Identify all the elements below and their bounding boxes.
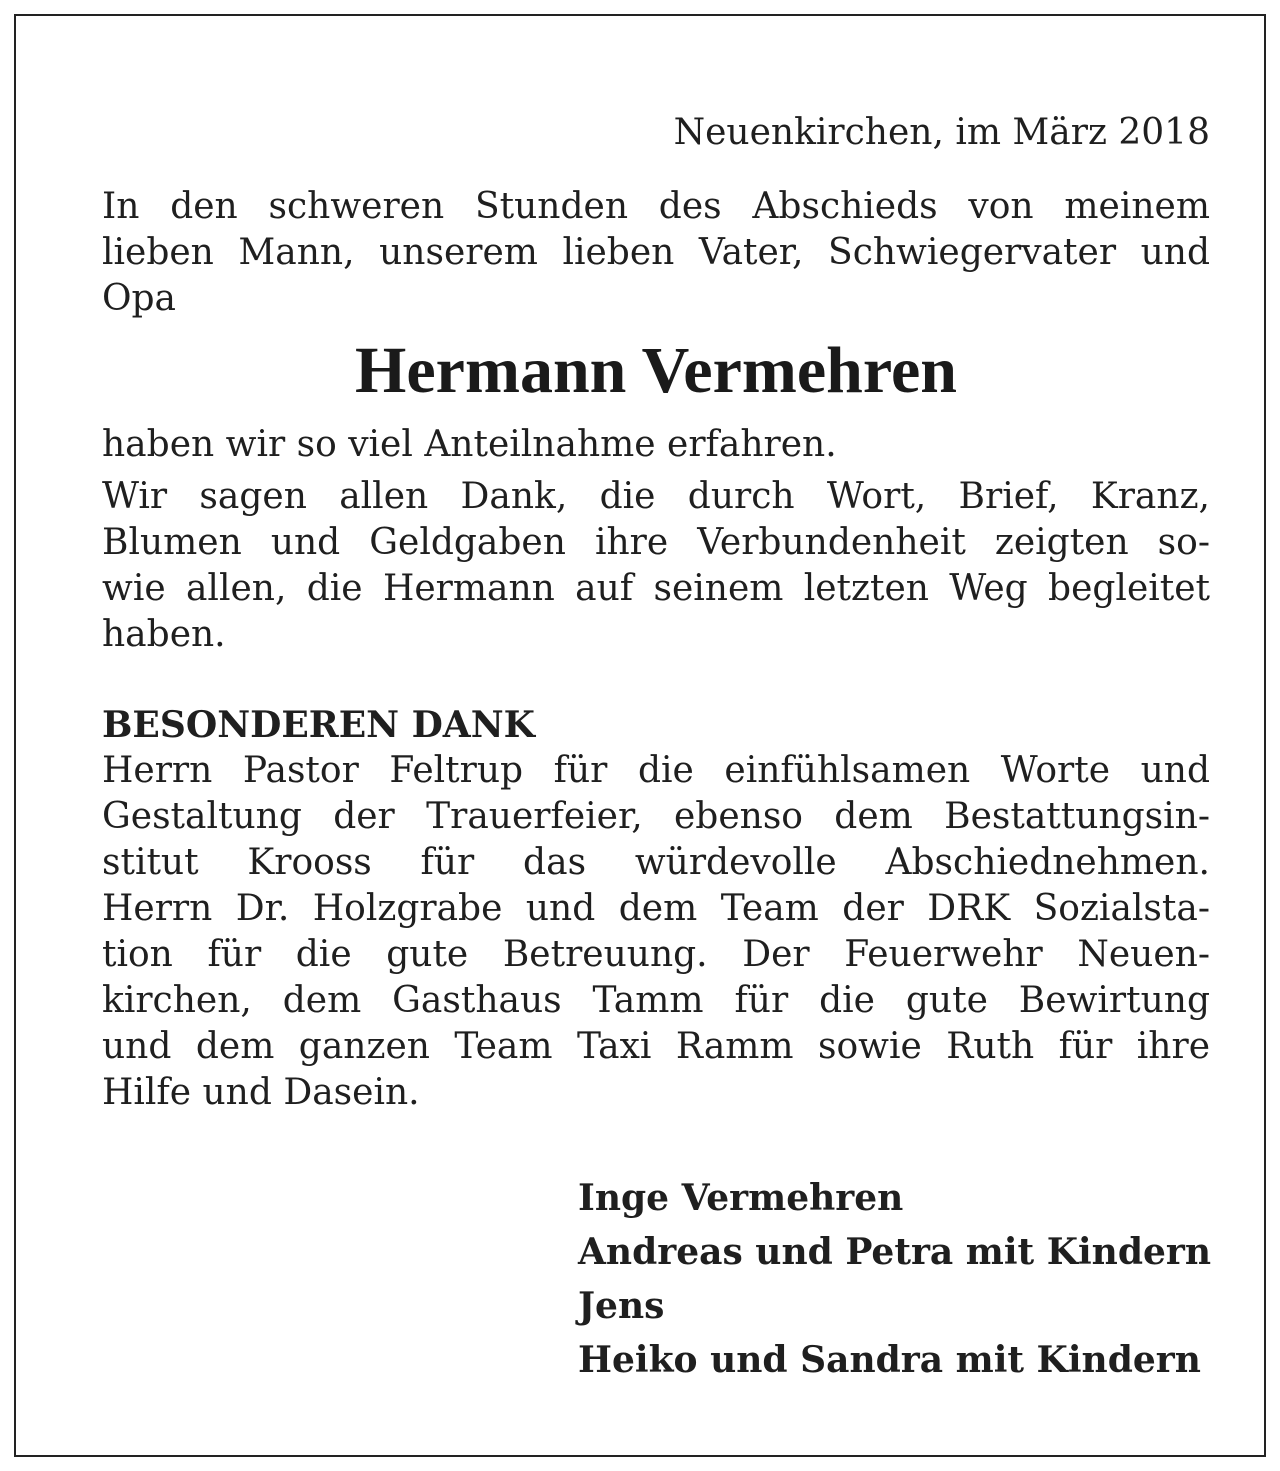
signature-name: Inge Vermehren xyxy=(578,1177,904,1219)
special-thanks-text xyxy=(102,748,1210,1116)
body-line: Wir sagen allen Dank, die durch Wort, Brief, Kranz, xyxy=(102,476,1210,517)
signature-name: Jens xyxy=(578,1285,665,1327)
intro-line: Opa xyxy=(102,278,177,319)
special-thanks-line: stitut Krooss für das würdevolle Abschiednehmen. xyxy=(102,842,1210,883)
intro-line: In den schweren Stunden des Abschieds von meinem xyxy=(102,186,1210,227)
thanks-text xyxy=(102,422,1210,658)
special-thanks-line: und dem ganzen Team Taxi Ramm sowie Ruth für ihre xyxy=(102,1026,1210,1067)
special-thanks-line: kirchen, dem Gasthaus Tamm für die gute Bewirtung xyxy=(102,980,1210,1021)
notice-content xyxy=(102,110,1210,1116)
special-thanks-line: Herrn Dr. Holzgrabe und dem Team der DRK Sozialsta- xyxy=(102,888,1210,929)
body-line: haben. xyxy=(102,614,226,655)
body-line: Blumen und Geldgaben ihre Verbundenheit zeigten so- xyxy=(102,522,1210,563)
place-date: Neuenkirchen, im März 2018 xyxy=(673,112,1210,153)
body-line: haben wir so viel Anteilnahme erfahren. xyxy=(102,424,837,465)
signature-name: Andreas und Petra mit Kindern xyxy=(578,1231,1212,1273)
intro-text xyxy=(102,184,1210,322)
special-thanks-line: Herrn Pastor Feltrup für die einfühlsamen Worte und xyxy=(102,750,1210,791)
deceased-name: Hermann Vermehren xyxy=(355,334,957,407)
signature-block xyxy=(578,1171,1211,1387)
special-thanks-line: Hilfe und Dasein. xyxy=(102,1072,420,1113)
special-thanks-heading: BESONDEREN DANK xyxy=(102,704,535,746)
body-line: wie allen, die Hermann auf seinem letzten Weg begleitet xyxy=(102,568,1210,609)
special-thanks-line: Gestaltung der Trauerfeier, ebenso dem Bestattungsin- xyxy=(102,796,1210,837)
special-thanks-line: tion für die gute Betreuung. Der Feuerwehr Neuen- xyxy=(102,934,1210,975)
signature-name: Heiko und Sandra mit Kindern xyxy=(578,1339,1201,1381)
notice-frame xyxy=(14,14,1266,1457)
intro-line: lieben Mann, unserem lieben Vater, Schwiegervater und xyxy=(102,232,1210,273)
